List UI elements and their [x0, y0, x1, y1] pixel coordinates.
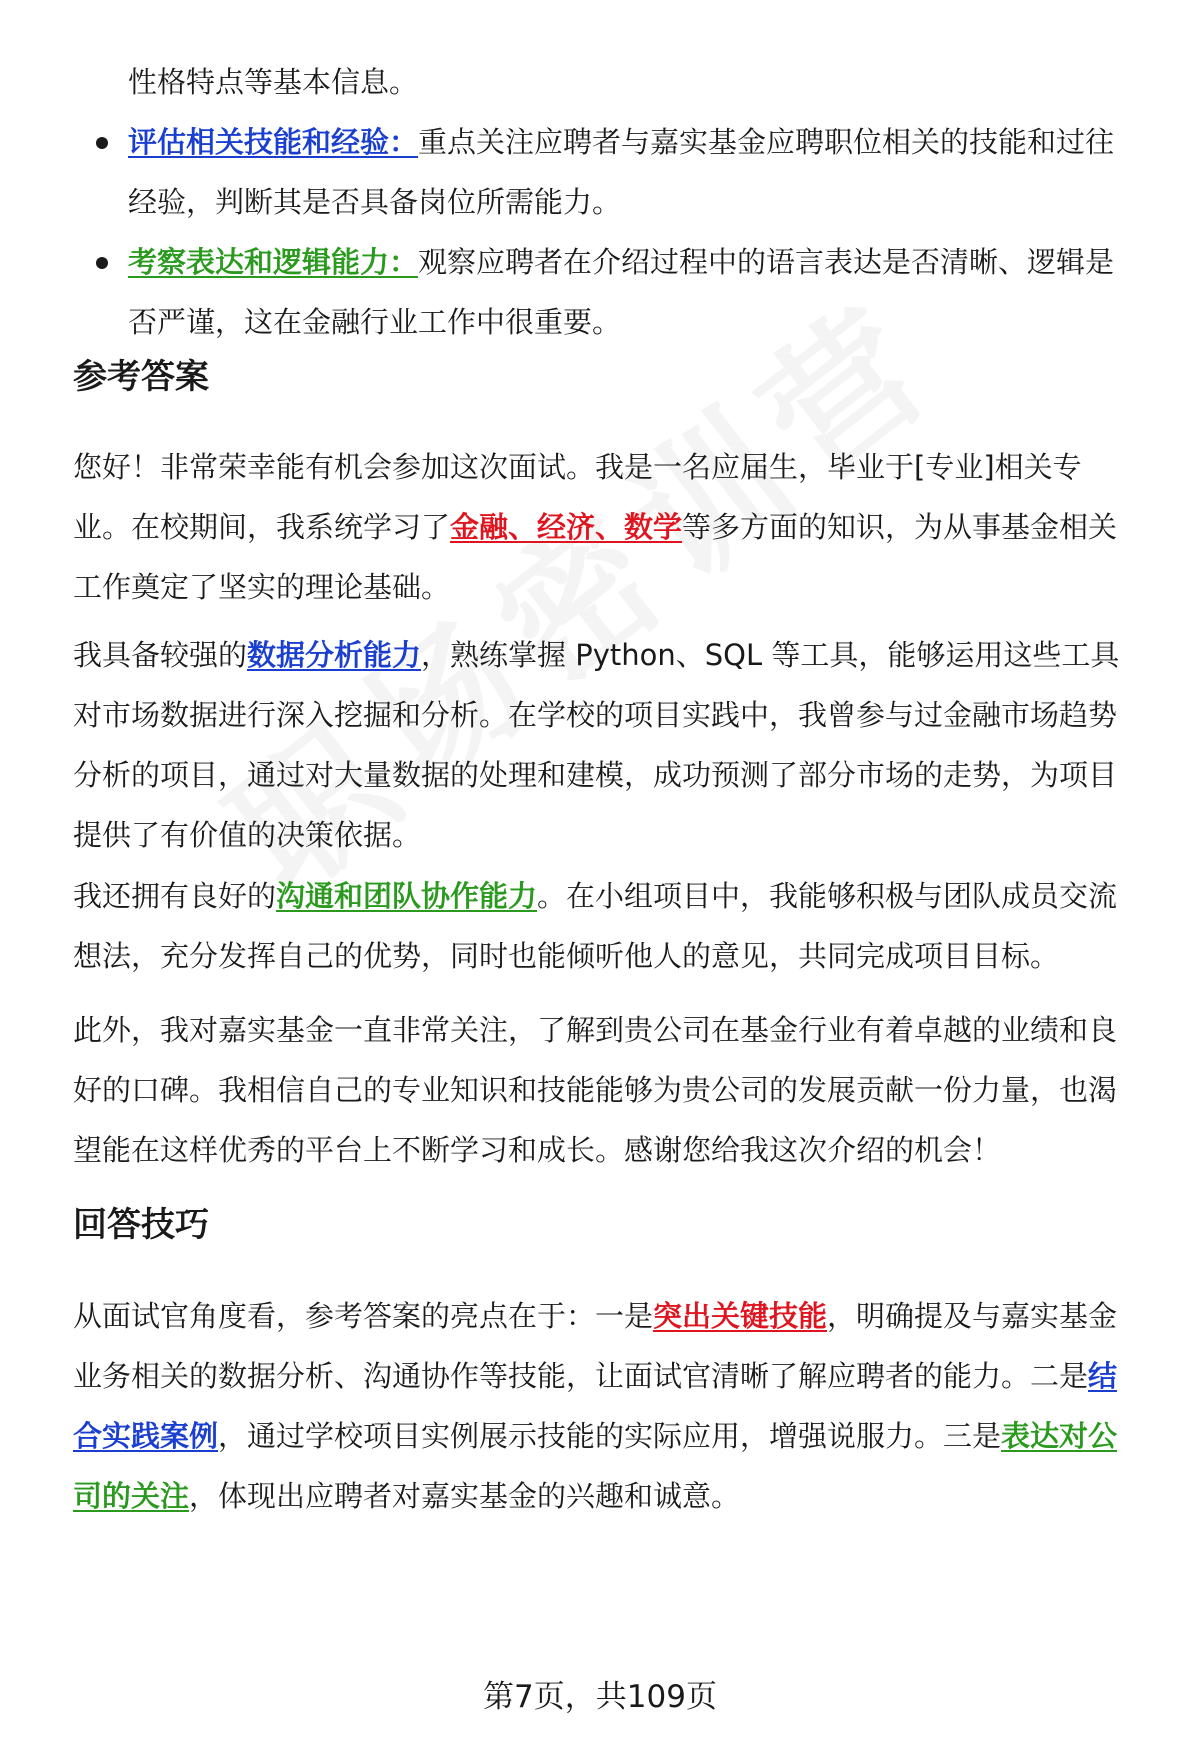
- highlight-teamwork: 沟通和团队协作能力: [276, 879, 538, 913]
- section-title-tips: 回答技巧: [73, 1205, 209, 1245]
- text-line: 业。在校期间，我系统学习了: [73, 510, 451, 544]
- highlight-data-analysis: 数据分析能力: [247, 638, 422, 672]
- tips-paragraph: [73, 1286, 1153, 1526]
- highlight-company-part1: 表达对公: [1001, 1419, 1118, 1453]
- highlight-majors: 金融、经济、数学: [450, 510, 683, 544]
- text-line: 对市场数据进行深入挖掘和分析。在学校的项目实践中，我曾参与过金融市场趋势: [73, 698, 1118, 732]
- text-line: ，明确提及与嘉实基金: [827, 1299, 1118, 1333]
- answer-paragraph-3: [73, 866, 1153, 986]
- bullet-dot-icon: [96, 257, 108, 269]
- text-line: 提供了有价值的决策依据。: [73, 818, 422, 852]
- bullet-text: 否严谨，这在金融行业工作中很重要。: [128, 305, 622, 339]
- text-line: ，通过学校项目实例展示技能的实际应用，增强说服力。三是: [218, 1419, 1002, 1453]
- bullet-label-expression: 考察表达和逻辑能力：: [128, 245, 419, 279]
- highlight-practice-part1: 结: [1088, 1359, 1118, 1393]
- text-line: 好的口碑。我相信自己的专业知识和技能能够为贵公司的发展贡献一份力量，也渴: [73, 1073, 1118, 1107]
- bullet-text: 观察应聘者在介绍过程中的语言表达是否清晰、逻辑是: [418, 245, 1115, 279]
- text-line: 分析的项目，通过对大量数据的处理和建模，成功预测了部分市场的走势，为项目: [73, 758, 1118, 792]
- bullet-item-skills: [128, 112, 1148, 232]
- text-line: 等多方面的知识，为从事基金相关: [682, 510, 1118, 544]
- answer-paragraph-2: [73, 625, 1153, 865]
- text-line: 我具备较强的: [73, 638, 248, 672]
- answer-paragraph-1: [73, 437, 1153, 617]
- bullet-list: [128, 52, 1148, 352]
- text-line: 此外，我对嘉实基金一直非常关注，了解到贵公司在基金行业有着卓越的业绩和良: [73, 1013, 1118, 1047]
- text-line: 想法，充分发挥自己的优势，同时也能倾听他人的意见，共同完成项目目标。: [73, 939, 1060, 973]
- text-line: 望能在这样优秀的平台上不断学习和成长。感谢您给我这次介绍的机会！: [73, 1133, 1002, 1167]
- text-line: 工作奠定了坚实的理论基础。: [73, 570, 451, 604]
- text-line: 。在小组项目中，我能够积极与团队成员交流: [537, 879, 1118, 913]
- answer-paragraph-4: [73, 1000, 1153, 1180]
- bullet-continuation: 性格特点等基本信息。: [128, 65, 419, 99]
- bullet-text: 经验，判断其是否具备岗位所需能力。: [128, 185, 622, 219]
- highlight-company-part2: 司的关注: [73, 1479, 190, 1513]
- text-line: 我还拥有良好的: [73, 879, 277, 913]
- highlight-key-skills: 突出关键技能: [653, 1299, 828, 1333]
- bullet-dot-icon: [96, 137, 108, 149]
- text-line: 您好！非常荣幸能有机会参加这次面试。我是一名应届生，毕业于[专业]相关专: [73, 450, 1082, 484]
- text-line: ，熟练掌握 Python、SQL 等工具，能够运用这些工具: [421, 638, 1120, 672]
- text-line: 从面试官角度看，参考答案的亮点在于：一是: [73, 1299, 654, 1333]
- bullet-text: 重点关注应聘者与嘉实基金应聘职位相关的技能和过往: [418, 125, 1115, 159]
- highlight-practice-part2: 合实践案例: [73, 1419, 219, 1453]
- bullet-label-skills: 评估相关技能和经验：: [128, 125, 419, 159]
- text-line: ，体现出应聘者对嘉实基金的兴趣和诚意。: [189, 1479, 741, 1513]
- bullet-item-expression: [128, 232, 1148, 352]
- section-title-answer: 参考答案: [73, 357, 209, 397]
- text-line: 业务相关的数据分析、沟通协作等技能，让面试官清晰了解应聘者的能力。二是: [73, 1359, 1089, 1393]
- page-number: 第7页，共109页: [483, 1679, 717, 1715]
